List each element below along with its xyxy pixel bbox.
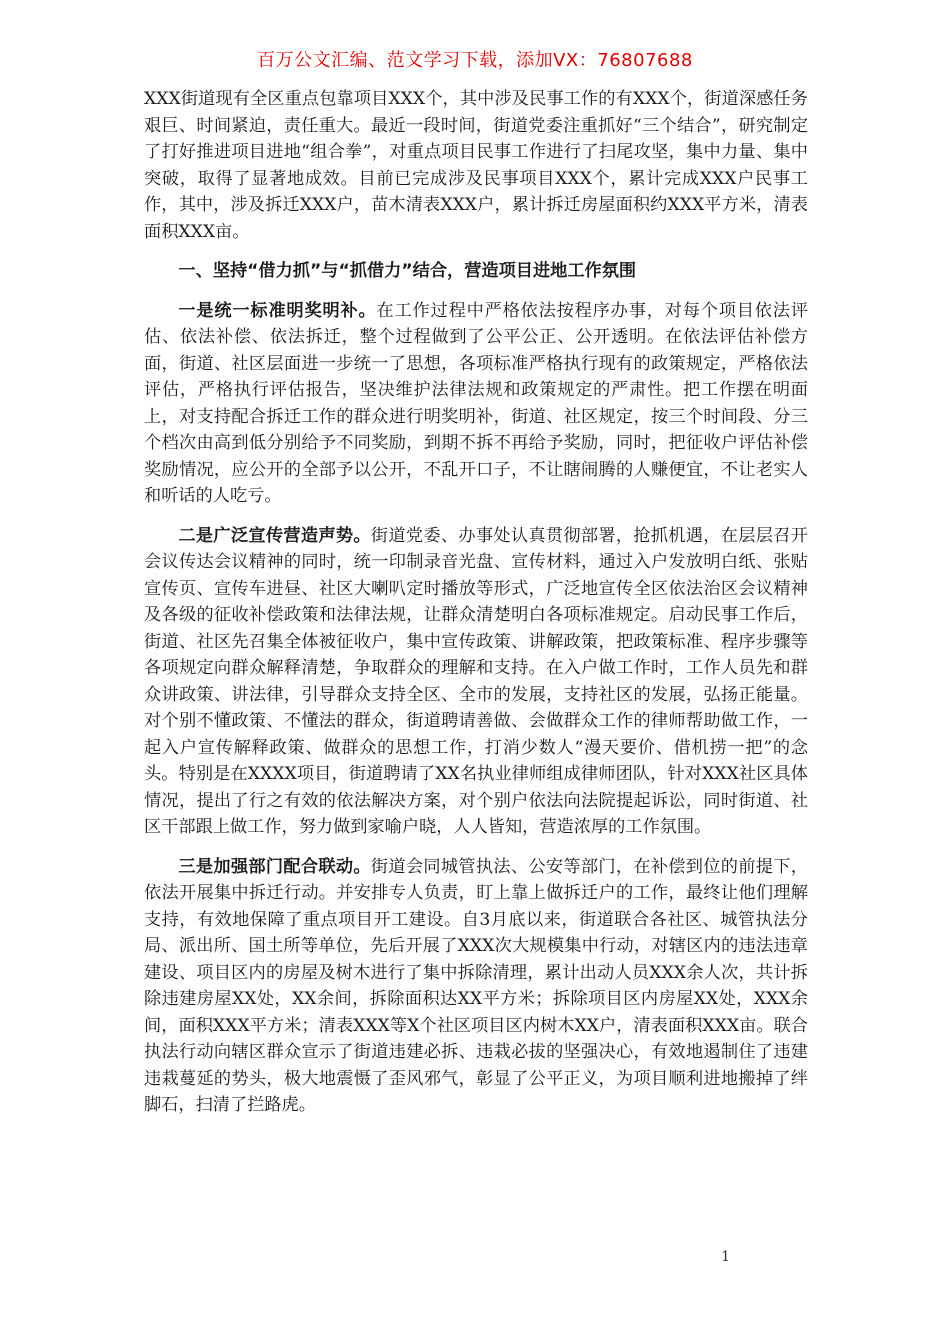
spacer [144, 510, 808, 523]
paragraph-standards [144, 298, 808, 510]
paragraph-lead: 三是加强部门配合联动。 [178, 856, 371, 877]
paragraph-lead: 一是统一标准明奖明补。 [178, 300, 377, 321]
page-number: 1 [721, 1249, 730, 1265]
spacer [144, 285, 808, 298]
paragraph-body: 在工作过程中严格依法按程序办事，对每个项目依法评估、依法补偿、依法拆迁，整个过程做到了公平公正、公开透明。在依法评估补偿方面，街道、社区层面进一步统一了思想，各项标准严格执行现有的政策规定，严格依法评估，严格执行评估报告，坚决维护法律法规和政策规定的严肃性。把工作摆在明面上，对支持配合拆迁工作的群众进行明奖明补，街道、社区规定，按三个时间段、分三个档次由高到低分别给予不同奖励，到期不拆不再给予奖励，同时，把征收户评估补偿奖励情况，应公开的全部予以公开，不乱开口子，不让瞎闹腾的人赚便宜，不让老实人和听话的人吃亏。 [144, 300, 808, 506]
document-body [144, 86, 808, 1119]
paragraph-lead: 二是广泛宣传营造声势。 [178, 525, 371, 546]
spacer [144, 245, 808, 258]
intro-paragraph: XXX街道现有全区重点包靠项目XXX个，其中涉及民事工作的有XXX个，街道深感任务艰巨、时间紧迫，责任重大。最近一段时间，街道党委注重抓好“三个结合”，研究制定了打好推进项目进地“组合拳”，对重点项目民事工作进行了扫尾攻坚，集中力量、集中突破，取得了显著地成效。目前已完成涉及民事项目XXX个，累计完成XXX户民事工作，其中，涉及拆迁XXX户，苗木清表XXX户，累计拆迁房屋面积约XXX平方米，清表面积XXX亩。 [144, 89, 808, 242]
paragraph-body: 街道会同城管执法、公安等部门，在补偿到位的前提下，依法开展集中拆迁行动。并安排专人负责，盯上靠上做拆迁户的工作，最终让他们理解支持，有效地保障了重点项目开工建设。自3月底以来，街道联合各社区、城管执法分局、派出所、国土所等单位，先后开展了XXX次大规模集中行动，对辖区内的违法违章建设、项目区内的房屋及树木进行了集中拆除清理，累计出动人员XXX余人次，共计拆除违建房屋XX处，XX余间，拆除面积达XX平方米；拆除项目区内房屋XX处，XXX余间，面积XXX平方米；清表XXX等X个社区项目区内树木XX户，清表面积XXX亩。联合执法行动向辖区群众宣示了街道违建必拆、违栽必拔的坚强决心，有效地遏制住了违建违栽蔓延的势头，极大地震慑了歪风邪气，彰显了公平正义，为项目顺利进地搬掉了绊脚石，扫清了拦路虎。 [144, 856, 808, 1115]
section-heading: 一、坚持“借力抓”与“抓借力”结合，营造项目进地工作氛围 [178, 261, 637, 281]
header-banner: 百万公文汇编、范文学习下载，添加VX：76807688 [257, 50, 693, 71]
paragraph-body: 街道党委、办事处认真贯彻部署，抢抓机遇，在层层召开会议传达会议精神的同时，统一印制录音光盘、宣传材料，通过入户发放明白纸、张贴宣传页、宣传车进昼、社区大喇叭定时播放等形式，广泛地宣传全区依法治区会议精神及各级的征收补偿政策和法律法规，让群众清楚明白各项标准规定。启动民事工作后，街道、社区先召集全体被征收户，集中宣传政策、讲解政策，把政策标准、程序步骤等各项规定向群众解释清楚，争取群众的理解和支持。在入户做工作时，工作人员先和群众讲政策、讲法律，引导群众支持全区、全市的发展，支持社区的发展，弘扬正能量。对个别不懂政策、不懂法的群众，街道聘请善做、会做群众工作的律师帮助做工作，一起入户宣传解释政策、做群众的思想工作，打消少数人“漫天要价、借机捞一把”的念头。特别是在XXXX项目，街道聘请了XX名执业律师组成律师团队，针对XXX社区具体情况，提出了行之有效的依法解决方案，对个别户依法向法院提起诉讼，同时街道、社区干部跟上做工作，努力做到家喻户晓，人人皆知，营造浓厚的工作氛围。 [144, 525, 808, 837]
paragraph-publicity [144, 523, 808, 841]
spacer [144, 841, 808, 854]
paragraph-coordination [144, 854, 808, 1119]
